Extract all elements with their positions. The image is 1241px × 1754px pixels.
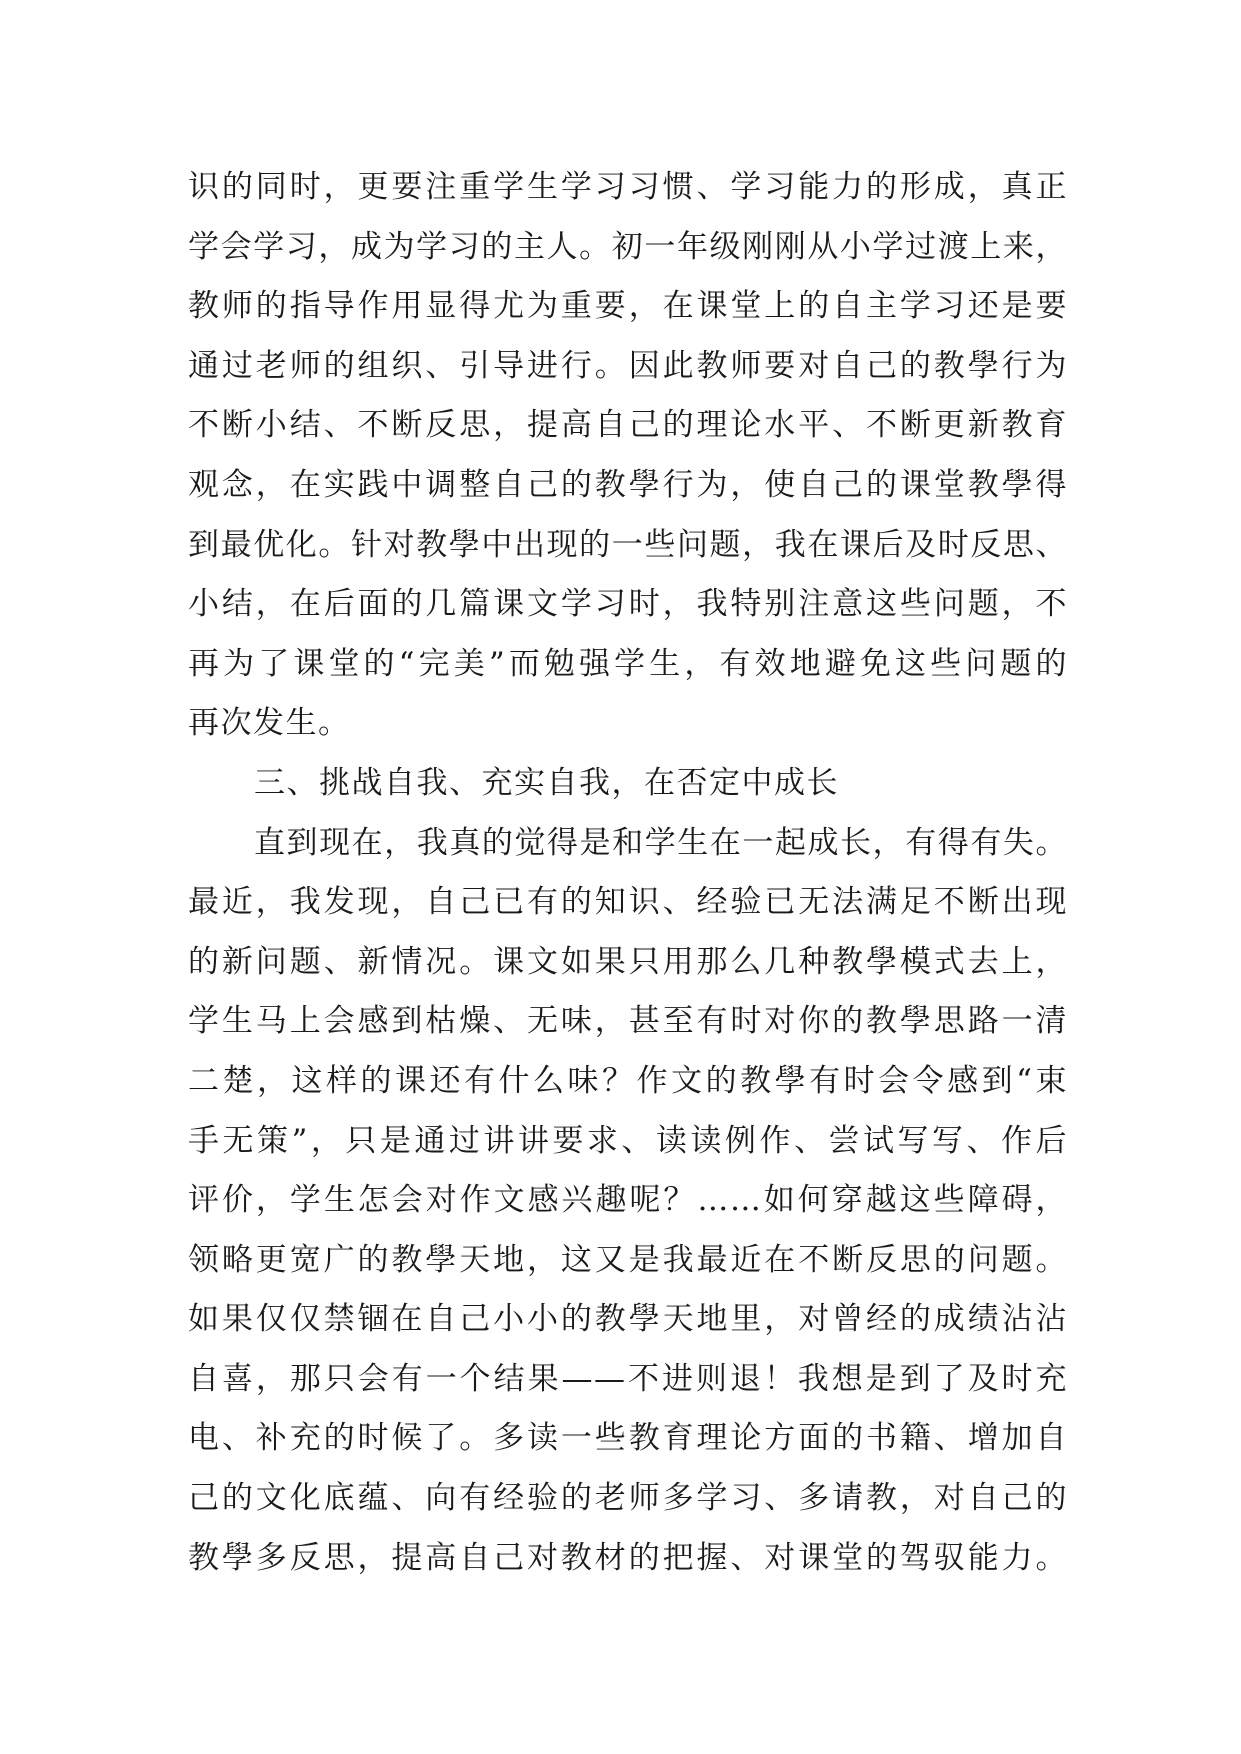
paragraph-line: 电、补充的时候了。多读一些教育理论方面的书籍、增加自 <box>188 1420 1068 1457</box>
paragraph-line: 二楚，这样的课还有什么味？作文的教學有时会令感到“束 <box>188 1062 1068 1099</box>
paragraph-line: 观念，在实践中调整自己的教學行为，使自己的课堂教學得 <box>188 466 1068 503</box>
paragraph-line: 的新问题、新情况。课文如果只用那么几种教學模式去上， <box>188 943 1068 980</box>
paragraph-line: 自喜，那只会有一个结果——不进则退！我想是到了及时充 <box>188 1360 1068 1397</box>
paragraph-line: 再为了课堂的“完美”而勉强学生，有效地避免这些问题的 <box>188 645 1068 682</box>
paragraph-line: 教學多反思，提高自己对教材的把握、对课堂的驾驭能力。 <box>188 1539 1068 1576</box>
paragraph-line: 己的文化底蕴、向有经验的老师多学习、多请教，对自己的 <box>188 1480 1068 1517</box>
paragraph-line: 不断小结、不断反思，提高自己的理论水平、不断更新教育 <box>188 407 1068 444</box>
paragraph-line: 最近，我发现，自己已有的知识、经验已无法满足不断出现 <box>188 884 1068 921</box>
paragraph-line: 领略更宽广的教學天地，这又是我最近在不断反思的问题。 <box>188 1241 1068 1278</box>
document-body <box>188 158 1068 1588</box>
paragraph-line: 小结，在后面的几篇课文学习时，我特别注意这些问题，不 <box>188 586 1068 623</box>
paragraph-line: 教师的指导作用显得尤为重要，在课堂上的自主学习还是要 <box>188 288 1068 325</box>
paragraph-line: 手无策”，只是通过讲讲要求、读读例作、尝试写写、作后 <box>188 1122 1068 1159</box>
paragraph-line: 到最优化。针对教學中出现的一些问题，我在课后及时反思、 <box>188 526 1068 563</box>
paragraph-line: 识的同时，更要注重学生学习习惯、学习能力的形成，真正 <box>188 169 1068 205</box>
paragraph-line: 直到现在，我真的觉得是和学生在一起成长，有得有失。 <box>254 824 1068 861</box>
paragraph-line: 通过老师的组织、引导进行。因此教师要对自己的教學行为 <box>188 347 1068 384</box>
section-heading: 三、挑战自我、充实自我，在否定中成长 <box>254 764 839 801</box>
paragraph-line: 学会学习，成为学习的主人。初一年级刚刚从小学过渡上来， <box>188 228 1068 265</box>
paragraph-line: 学生马上会感到枯燥、无味，甚至有时对你的教學思路一清 <box>188 1003 1068 1040</box>
paragraph-line: 评价，学生怎会对作文感兴趣呢？……如何穿越这些障碍， <box>188 1182 1068 1219</box>
paragraph-line: 再次发生。 <box>188 705 351 742</box>
paragraph-line: 如果仅仅禁锢在自己小小的教學天地里，对曾经的成绩沾沾 <box>188 1301 1068 1338</box>
